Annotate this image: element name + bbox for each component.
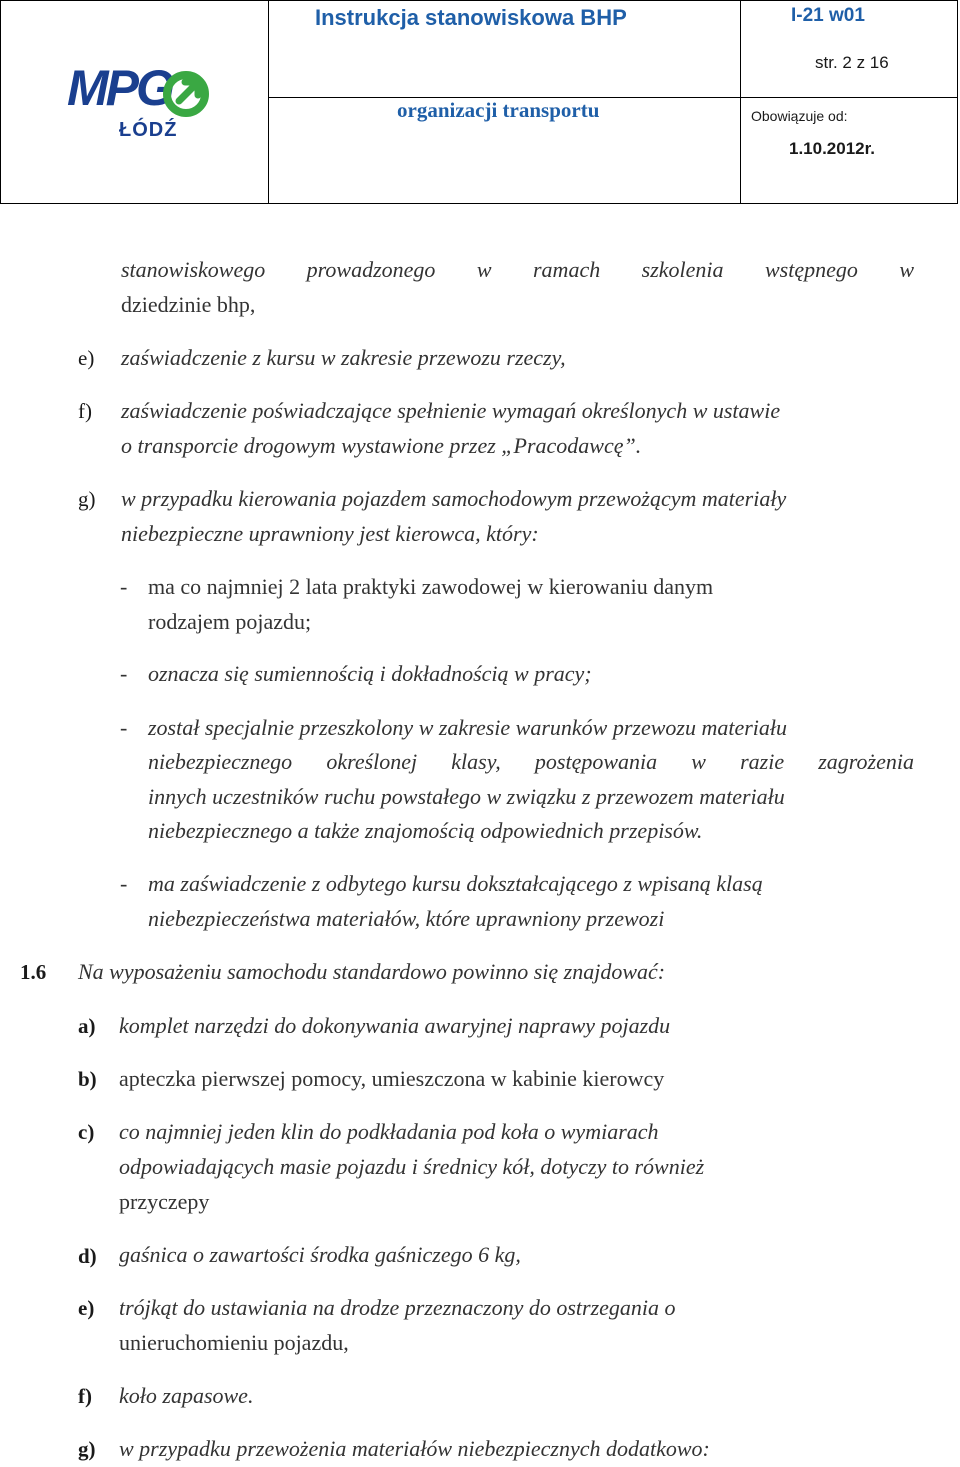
list-marker: e) (78, 346, 95, 370)
list-item-text: trójkąt do ustawiania na drodze przeznaczony do ostrzegania o (119, 1295, 676, 1320)
list-marker: e) (78, 1296, 95, 1320)
list-item-text: niebezpieczne uprawniony jest kierowca, który: (121, 521, 539, 546)
section-number: 1.6 (20, 960, 47, 984)
logo-wordmark: MPG (67, 60, 172, 116)
list-item-text: gaśnica o zawartości środka gaśniczego 6 kg, (119, 1242, 521, 1267)
list-item-text: apteczka pierwszej pomocy, umieszczona w kabinie kierowcy (119, 1066, 665, 1091)
list-marker: g) (78, 1437, 96, 1461)
dash-marker: - (120, 661, 128, 686)
dash-marker: - (120, 574, 128, 599)
list-item-text: odpowiadających masie pojazdu i średnicy kół, dotyczy to również (119, 1154, 705, 1179)
dash-item-text: ma co najmniej 2 lata praktyki zawodowej w kierowaniu danym (148, 574, 714, 599)
list-item-text: przyczepy (119, 1189, 210, 1214)
dash-item-text: niebezpieczeństwa materiałów, które uprawniony przewozi (148, 906, 665, 931)
dash-item-text: oznacza się sumiennością i dokładnością w pracy; (148, 661, 592, 686)
valid-from-label: Obowiązuje od: (751, 108, 848, 124)
valid-from-date: 1.10.2012r. (789, 139, 876, 158)
logo-cell (1, 1, 269, 203)
dash-item-text: rodzajem pojazdu; (148, 609, 312, 634)
document-code: I-21 w01 (791, 5, 865, 26)
document-title: Instrukcja stanowiskowa BHP (315, 5, 627, 30)
mpg-logo (67, 60, 201, 145)
list-item-text: koło zapasowe. (119, 1383, 254, 1408)
dash-marker: - (120, 715, 128, 740)
subtitle-cell (269, 98, 741, 203)
list-item-text: zaświadczenie poświadczające spełnienie wymagań określonych w ustawie (121, 398, 781, 423)
dash-item-text: niebezpiecznego określonej klasy, postępowania w razie zagrożenia (148, 749, 914, 774)
document-subtitle: organizacji transportu (397, 98, 600, 122)
dash-item-text: niebezpiecznego a także znajomością odpowiednich przepisów. (148, 818, 703, 843)
list-marker: g) (78, 487, 96, 511)
list-marker: c) (78, 1120, 95, 1144)
document-header (0, 0, 958, 204)
list-item-text: o transporcie drogowym wystawione przez „Pracodawcę”. (121, 433, 642, 458)
logo-city: ŁÓDŹ (119, 119, 178, 141)
intro-line: stanowiskowego prowadzonego w ramach szkolenia wstępnego w (121, 257, 914, 282)
list-item-text: w przypadku kierowania pojazdem samochodowym przewożącym materiały (121, 486, 787, 511)
list-marker: f) (78, 399, 92, 423)
title-cell (269, 1, 741, 98)
list-marker: d) (78, 1244, 97, 1268)
list-marker: f) (78, 1384, 92, 1408)
dash-item-text: został specjalnie przeszkolony w zakresie warunków przewozu materiału (148, 715, 787, 740)
list-item-text: zaświadczenie z kursu w zakresie przewozu rzeczy, (121, 345, 566, 370)
valid-from-cell (741, 98, 957, 203)
intro-line: dziedzinie bhp, (121, 292, 256, 317)
list-marker: a) (78, 1014, 96, 1038)
section-heading: Na wyposażeniu samochodu standardowo powinno się znajdować: (78, 959, 666, 984)
list-item-text: co najmniej jeden klin do podkładania pod koła o wymiarach (119, 1119, 659, 1144)
code-cell (741, 1, 957, 98)
dash-item-text: ma zaświadczenie z odbytego kursu dokształcającego z wpisaną klasą (148, 871, 763, 896)
list-marker: b) (78, 1067, 97, 1091)
list-item-text: w przypadku przewożenia materiałów niebezpiecznych dodatkowo: (119, 1436, 710, 1461)
list-item-text: komplet narzędzi do dokonywania awaryjnej naprawy pojazdu (119, 1013, 671, 1038)
list-item-text: unieruchomieniu pojazdu, (119, 1330, 349, 1355)
page-number: str. 2 z 16 (815, 53, 889, 72)
dash-marker: - (120, 871, 128, 896)
dash-item-text: innych uczestników ruchu powstałego w związku z przewozem materiału (148, 784, 785, 809)
logo-arrow-icon (163, 71, 209, 117)
